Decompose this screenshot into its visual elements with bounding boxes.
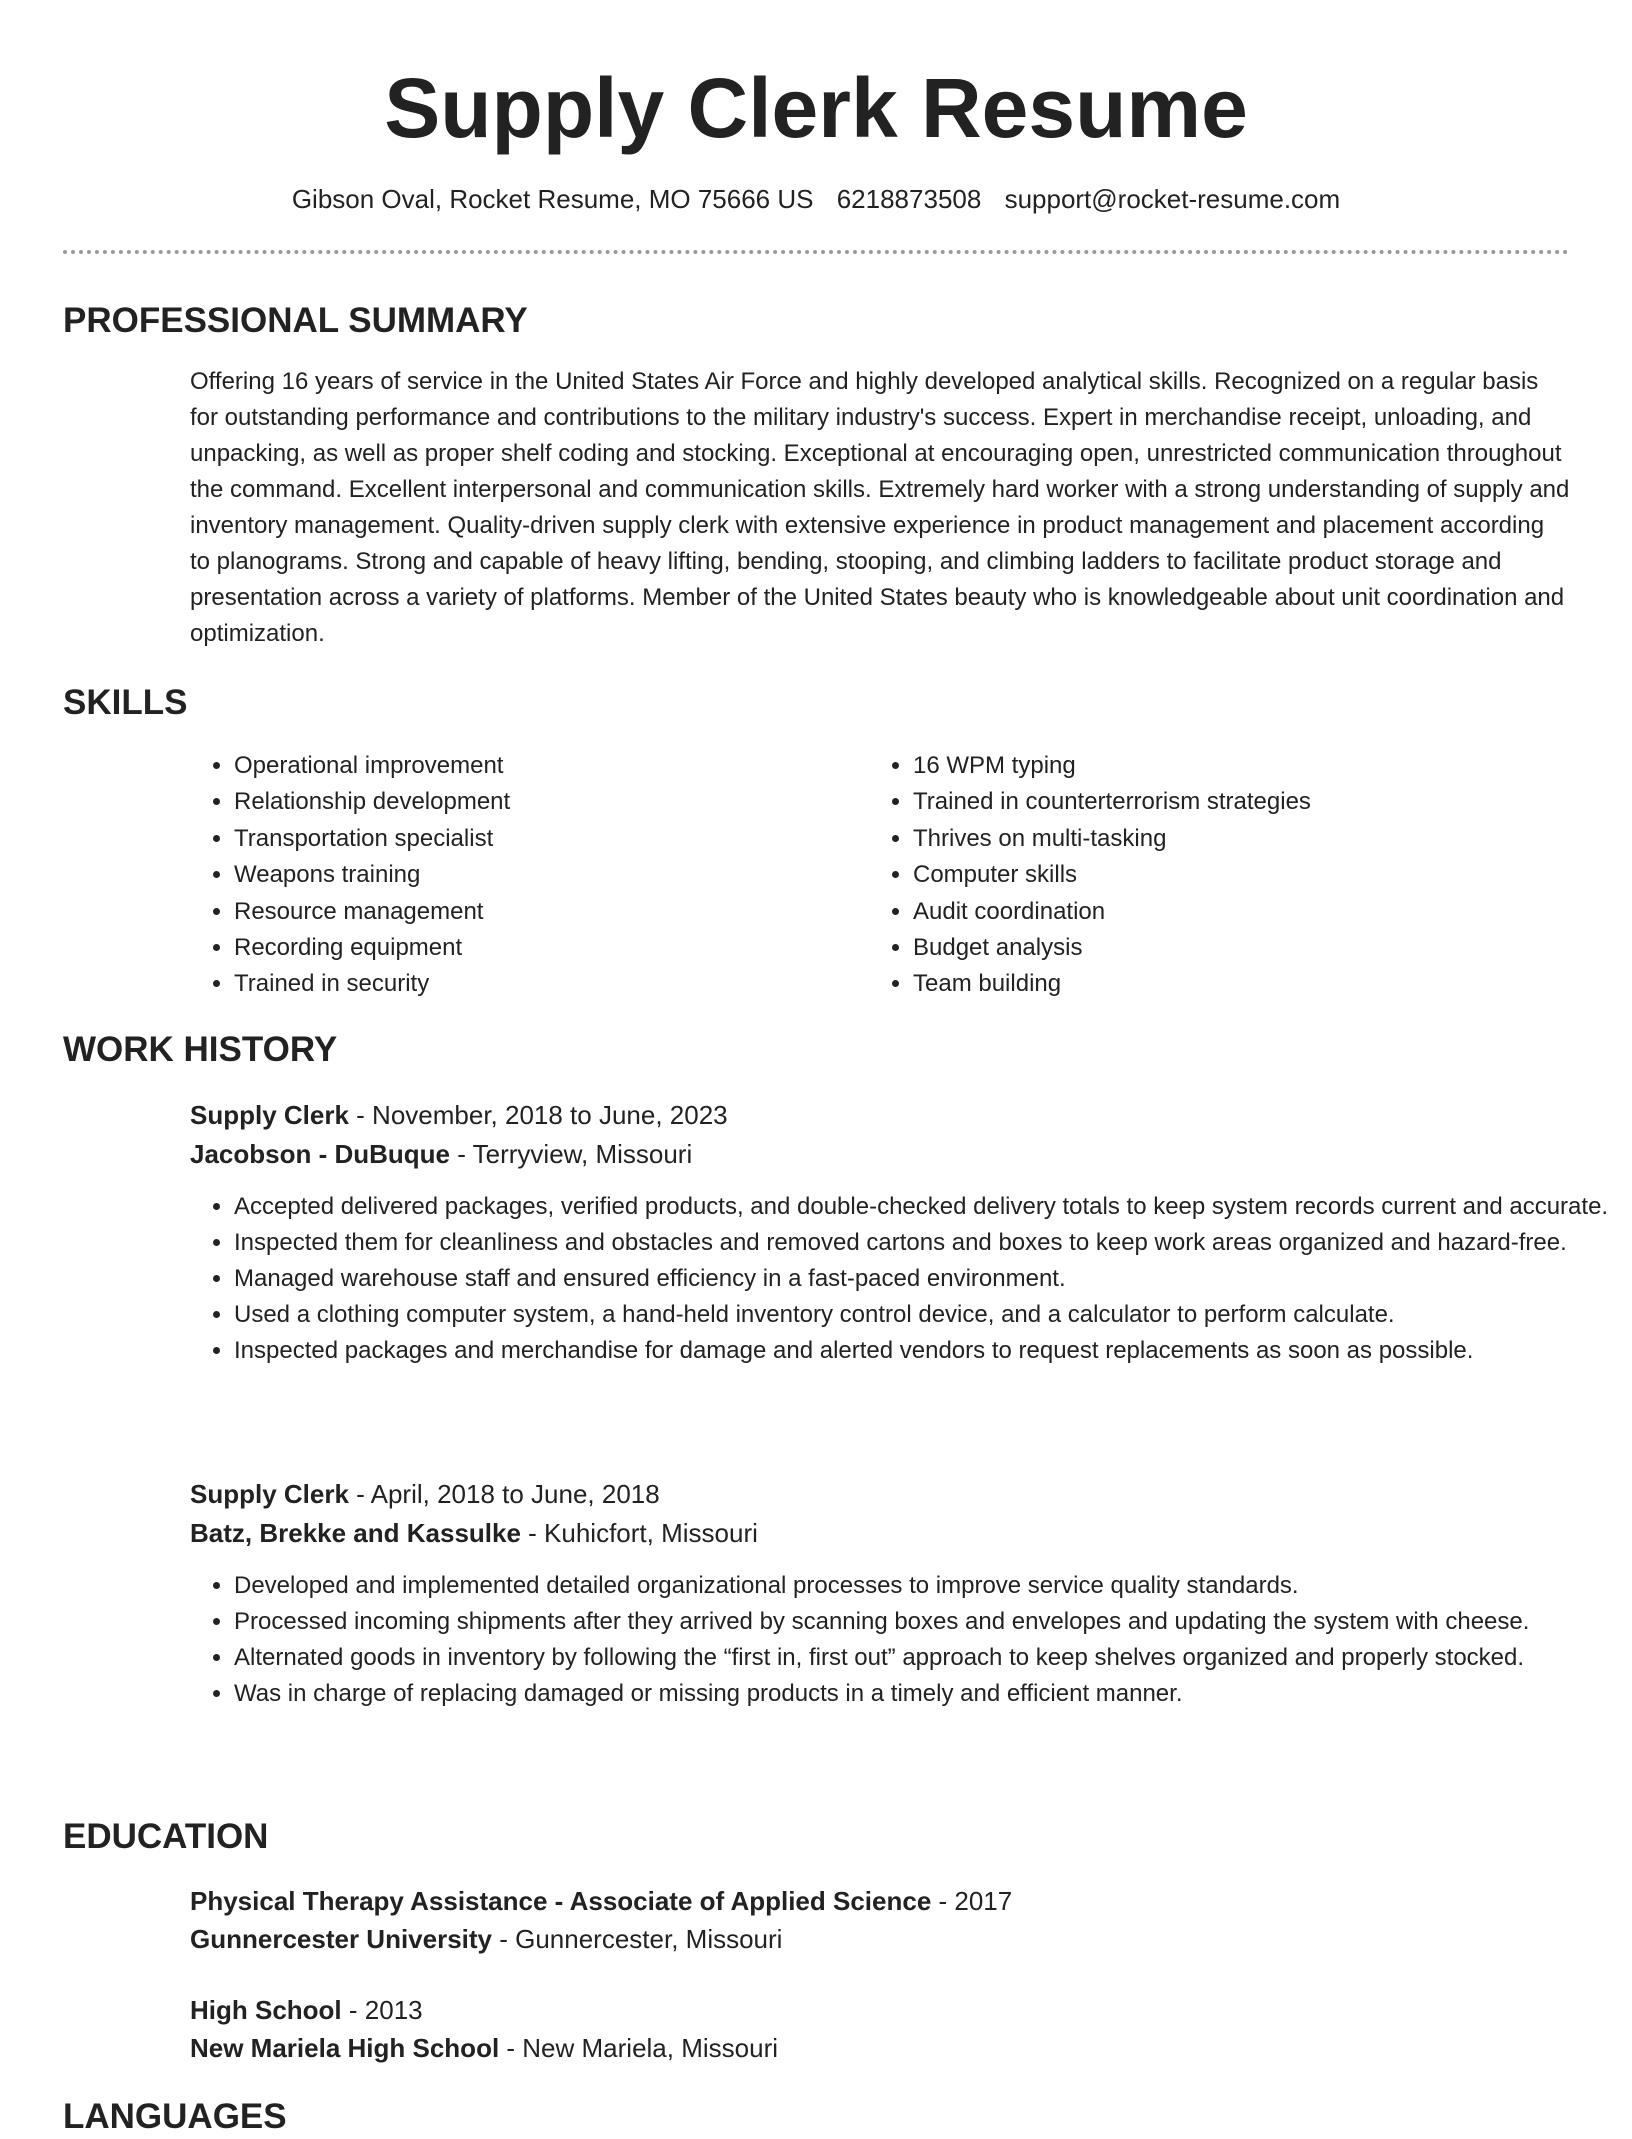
skill-item: • Trained in security	[234, 966, 510, 1002]
job-company: Jacobson - DuBuque	[190, 1139, 451, 1169]
education-heading: EDUCATION	[63, 1817, 269, 1856]
contact-phone: 6218873508	[836, 184, 982, 214]
job-bullets	[190, 1568, 1614, 1712]
job-bullet: • Inspected them for cleanliness and obstacles and removed cartons and boxes to keep work areas organized and hazard-free.	[234, 1225, 1614, 1261]
job-location: - Kuhicfort, Missouri	[520, 1518, 758, 1548]
job-company-line	[190, 1135, 692, 1173]
languages-heading: LANGUAGES	[63, 2097, 287, 2136]
skill-item: • Operational improvement	[234, 748, 510, 784]
contact-email: support@rocket-resume.com	[1004, 184, 1341, 214]
skill-item: • Computer skills	[913, 857, 1311, 893]
skill-item: • Transportation specialist	[234, 821, 510, 857]
education-degree: High School	[190, 1995, 342, 2025]
job-location: - Terryview, Missouri	[450, 1139, 693, 1169]
job-dates: - April, 2018 to June, 2018	[348, 1479, 660, 1509]
education-degree-line	[190, 1991, 423, 2029]
education-degree-line	[190, 1882, 1012, 1920]
resume-title: Supply Clerk Resume	[384, 61, 1248, 155]
job-bullet: • Accepted delivered packages, verified products, and double-checked delivery totals to keep system records current and accurate.	[234, 1189, 1614, 1225]
education-year: - 2013	[341, 1995, 423, 2025]
education-degree: Physical Therapy Assistance - Associate of Applied Science	[190, 1886, 932, 1916]
education-school: New Mariela High School	[190, 2033, 500, 2063]
job-title: Supply Clerk	[190, 1479, 349, 1509]
job-bullet: • Alternated goods in inventory by following the “first in, first out” approach to keep shelves organized and properly stocked.	[234, 1640, 1614, 1676]
skill-item: • Audit coordination	[913, 894, 1311, 930]
education-location: - Gunnercester, Missouri	[492, 1924, 783, 1954]
education-school-line	[190, 1920, 782, 1958]
education-school-line	[190, 2029, 778, 2067]
job-bullet: • Used a clothing computer system, a hand-held inventory control device, and a calculator to perform calculate.	[234, 1297, 1614, 1333]
job-company-line	[190, 1514, 758, 1552]
summary-heading: PROFESSIONAL SUMMARY	[63, 301, 528, 340]
education-location: - New Mariela, Missouri	[499, 2033, 778, 2063]
skill-item: • Trained in counterterrorism strategies	[913, 784, 1311, 820]
job-bullet: • Processed incoming shipments after they arrived by scanning boxes and envelopes and updating the system with cheese.	[234, 1604, 1614, 1640]
job-company: Batz, Brekke and Kassulke	[190, 1518, 521, 1548]
skill-item: • Recording equipment	[234, 930, 510, 966]
skill-item: • Weapons training	[234, 857, 510, 893]
skill-item: • Resource management	[234, 894, 510, 930]
job-title-line	[190, 1475, 660, 1513]
skill-item: • Team building	[913, 966, 1311, 1002]
job-bullet: • Was in charge of replacing damaged or missing products in a timely and efficient manner.	[234, 1676, 1614, 1712]
skills-list-left	[190, 748, 510, 1003]
contact-info	[0, 181, 1632, 217]
education-year: - 2017	[931, 1886, 1013, 1916]
job-title: Supply Clerk	[190, 1100, 349, 1130]
skills-heading: SKILLS	[63, 683, 188, 722]
job-title-line	[190, 1096, 728, 1134]
job-bullet: • Inspected packages and merchandise for damage and alerted vendors to request replacements as soon as possible.	[234, 1333, 1614, 1369]
skills-list-right	[869, 748, 1311, 1003]
skill-item: • Relationship development	[234, 784, 510, 820]
work-heading: WORK HISTORY	[63, 1030, 338, 1069]
contact-address: Gibson Oval, Rocket Resume, MO 75666 US	[291, 184, 814, 214]
education-school: Gunnercester University	[190, 1924, 493, 1954]
summary-text: Offering 16 years of service in the United States Air Force and highly developed analytical skills. Recognized on a regular basis for outstanding performance and contributions to the military industry's success. Expert in merchandise receipt, unloading, and unpacking, as well as proper shelf coding and stocking. Exceptional at encouraging open, unrestricted communication throughout the command. Excellent interpersonal and communication skills. Extremely hard worker with a strong understanding of supply and inventory management. Quality-driven supply clerk with extensive experience in product management and placement according to planograms. Strong and capable of heavy lifting, bending, stooping, and climbing ladders to facilitate product storage and presentation across a variety of platforms. Member of the United States beauty who is knowledgeable about unit coordination and optimization.	[190, 368, 1570, 647]
header-divider	[63, 250, 1569, 254]
job-dates: - November, 2018 to June, 2023	[348, 1100, 728, 1130]
job-bullet: • Developed and implemented detailed organizational processes to improve service quality standards.	[234, 1568, 1614, 1604]
skill-item: • Thrives on multi-tasking	[913, 821, 1311, 857]
job-bullet: • Managed warehouse staff and ensured efficiency in a fast-paced environment.	[234, 1261, 1614, 1297]
skill-item: • Budget analysis	[913, 930, 1311, 966]
skill-item: • 16 WPM typing	[913, 748, 1311, 784]
job-bullets	[190, 1189, 1614, 1369]
